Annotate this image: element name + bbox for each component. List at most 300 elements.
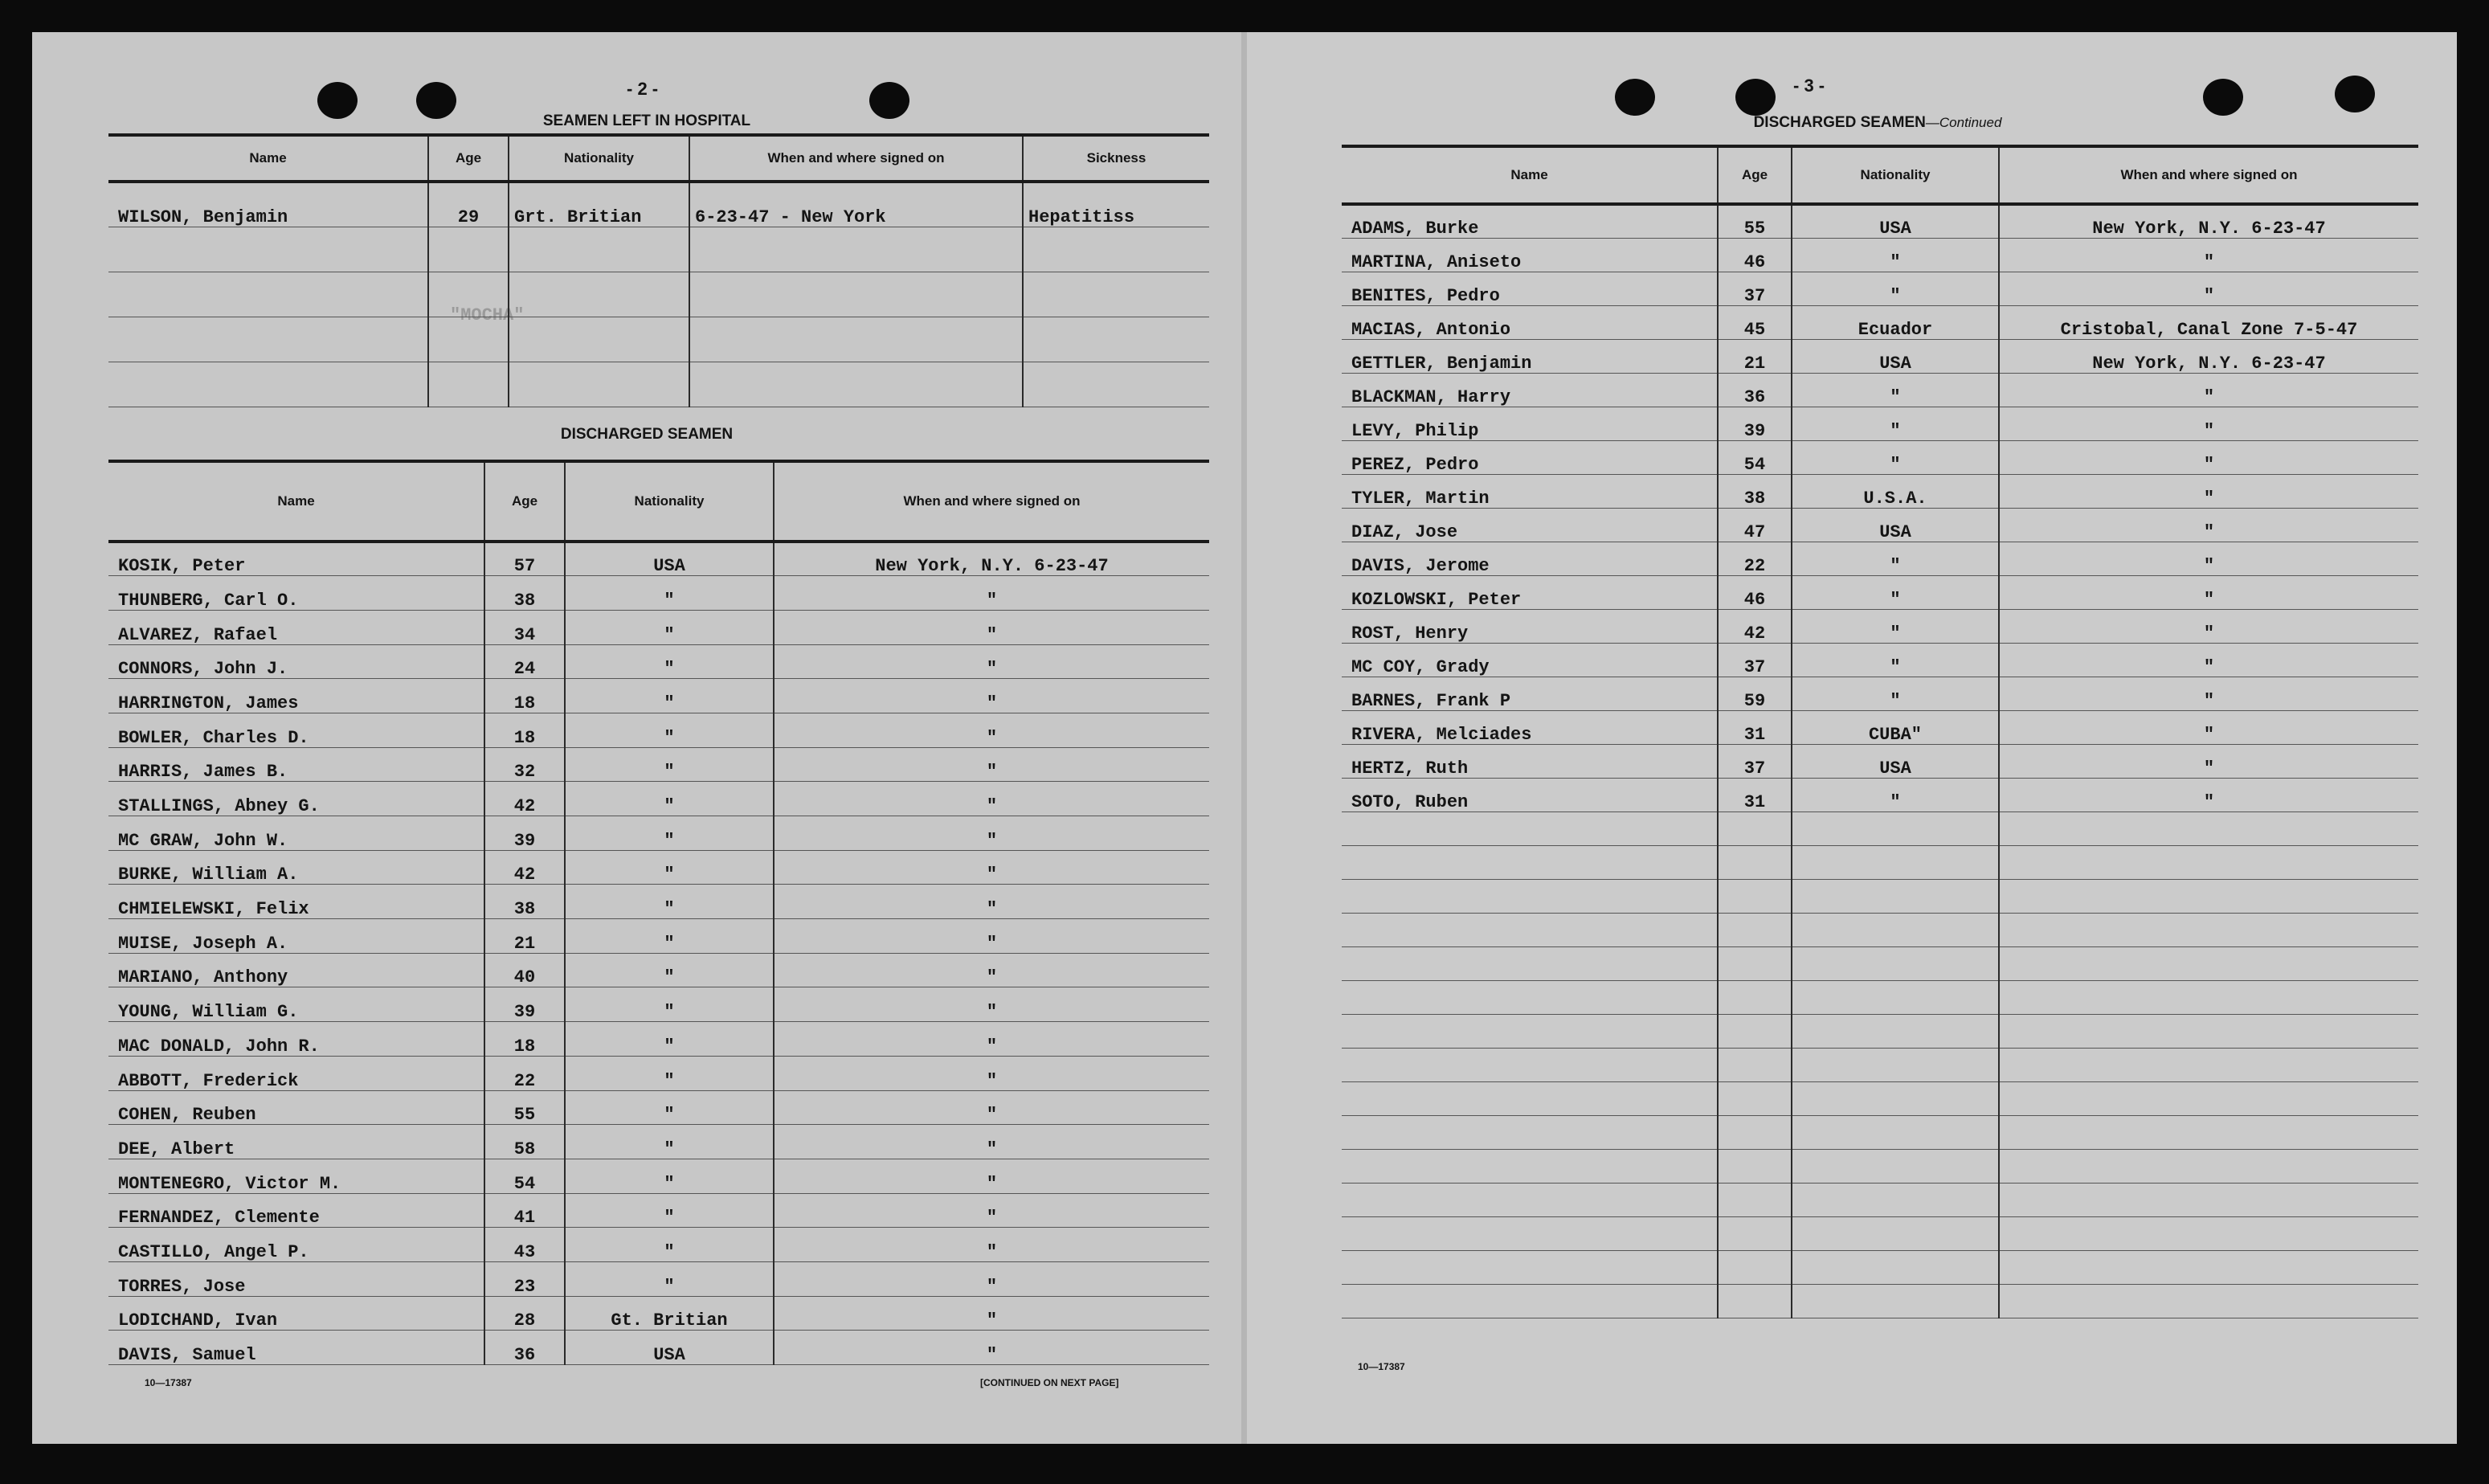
table-cell: 46	[1718, 238, 1792, 272]
table-cell: 18	[484, 1022, 565, 1057]
table-row	[1342, 879, 2418, 913]
form-number: 10—17387	[1358, 1361, 1405, 1372]
table-row	[1342, 1115, 2418, 1149]
table-row	[1342, 204, 2418, 238]
table-cell: 23	[484, 1261, 565, 1296]
table-cell: "	[565, 1125, 774, 1159]
table-cell	[428, 362, 509, 407]
discharged-section-title: DISCHARGED SEAMEN	[560, 426, 734, 443]
table-cell	[108, 227, 428, 272]
table-cell	[1342, 1216, 1718, 1250]
table-cell: TYLER, Martin	[1342, 474, 1718, 508]
table-cell: 22	[484, 1056, 565, 1090]
table-cell: 18	[484, 713, 565, 747]
table-cell: 40	[484, 953, 565, 987]
bleed-through-text: "MOCHA"	[450, 305, 525, 325]
section-title-suffix: —Continued	[1925, 115, 2002, 130]
table-cell: "	[774, 782, 1209, 816]
table-cell: "	[774, 1261, 1209, 1296]
table-row	[1342, 575, 2418, 609]
table-cell	[1718, 811, 1792, 845]
table-cell: "	[565, 679, 774, 713]
discharged-table-left	[108, 460, 1209, 1365]
continued-note: [CONTINUED ON NEXT PAGE]	[980, 1377, 1119, 1388]
table-cell	[1999, 1183, 2418, 1216]
table-row	[1342, 339, 2418, 373]
table-cell	[1792, 946, 1999, 980]
table-row	[108, 1056, 1209, 1090]
table-cell	[1792, 1115, 1999, 1149]
table-cell: "	[1999, 474, 2418, 508]
table-cell	[1999, 913, 2418, 946]
table-cell: "	[774, 747, 1209, 782]
table-cell: "	[774, 1331, 1209, 1365]
table-cell: "	[1792, 677, 1999, 710]
table-cell: 54	[484, 1159, 565, 1193]
table-cell: Gt. Britian	[565, 1296, 774, 1331]
table-cell: ROST, Henry	[1342, 609, 1718, 643]
table-cell: "	[1999, 609, 2418, 643]
table-row	[1342, 609, 2418, 643]
table-cell: BLACKMAN, Harry	[1342, 373, 1718, 407]
column-header: Name	[108, 135, 428, 182]
table-row	[108, 953, 1209, 987]
column-header: When and where signed on	[689, 135, 1023, 182]
table-cell: "	[1999, 440, 2418, 474]
page-number: - 3 -	[1793, 76, 1825, 96]
table-cell: "	[1792, 373, 1999, 407]
table-cell: "	[1792, 272, 1999, 305]
table-cell	[1342, 1081, 1718, 1115]
table-cell: "	[565, 1022, 774, 1057]
table-cell: USA	[1792, 204, 1999, 238]
table-cell: CONNORS, John J.	[108, 644, 484, 679]
table-cell: HARRIS, James B.	[108, 747, 484, 782]
table-cell: USA	[1792, 339, 1999, 373]
table-row	[1342, 305, 2418, 339]
table-cell	[1792, 1183, 1999, 1216]
table-cell: New York, N.Y. 6-23-47	[1999, 339, 2418, 373]
table-cell: Cristobal, Canal Zone 7-5-47	[1999, 305, 2418, 339]
table-cell: 47	[1718, 508, 1792, 542]
table-cell: BENITES, Pedro	[1342, 272, 1718, 305]
table-cell: 42	[484, 850, 565, 885]
table-row	[1342, 1149, 2418, 1183]
table-cell	[1023, 317, 1209, 362]
table-row	[108, 782, 1209, 816]
table-cell: 39	[1718, 407, 1792, 440]
table-cell: 32	[484, 747, 565, 782]
table-cell: "	[565, 1090, 774, 1125]
table-row	[108, 987, 1209, 1022]
table-cell	[1999, 1284, 2418, 1318]
table-row	[1342, 1048, 2418, 1081]
table-cell	[1342, 1149, 1718, 1183]
page-left	[32, 32, 1241, 1444]
table-cell	[509, 227, 689, 272]
table-cell	[1999, 1014, 2418, 1048]
table-cell: FERNANDEZ, Clemente	[108, 1193, 484, 1228]
table-row	[1342, 946, 2418, 980]
table-cell: LODICHAND, Ivan	[108, 1296, 484, 1331]
table-cell: USA	[1792, 508, 1999, 542]
table-cell	[1792, 1250, 1999, 1284]
table-cell: 43	[484, 1228, 565, 1262]
table-cell: "	[774, 610, 1209, 644]
table-cell: CASTILLO, Angel P.	[108, 1228, 484, 1262]
table-cell: MAC DONALD, John R.	[108, 1022, 484, 1057]
table-cell	[1718, 980, 1792, 1014]
table-row	[1342, 373, 2418, 407]
table-cell	[1342, 845, 1718, 879]
table-cell: "	[1999, 508, 2418, 542]
table-cell: "	[1999, 778, 2418, 811]
table-row	[1342, 272, 2418, 305]
table-cell: "	[774, 850, 1209, 885]
table-cell: CHMIELEWSKI, Felix	[108, 885, 484, 919]
table-row	[108, 1022, 1209, 1057]
table-cell: MONTENEGRO, Victor M.	[108, 1159, 484, 1193]
table-cell	[1792, 1081, 1999, 1115]
table-cell: ALVAREZ, Rafael	[108, 610, 484, 644]
table-row	[1342, 811, 2418, 845]
table-cell	[1999, 1250, 2418, 1284]
table-cell: BOWLER, Charles D.	[108, 713, 484, 747]
column-header: Age	[428, 135, 509, 182]
table-row	[108, 1261, 1209, 1296]
column-header: Name	[1342, 146, 1718, 204]
table-cell	[1342, 1250, 1718, 1284]
table-cell: 6-23-47 - New York	[689, 182, 1023, 227]
punch-hole	[1735, 79, 1776, 116]
table-cell: "	[565, 1193, 774, 1228]
table-row	[108, 747, 1209, 782]
table-cell	[1718, 946, 1792, 980]
table-cell: "	[565, 1056, 774, 1090]
table-cell	[1342, 1048, 1718, 1081]
table-row	[1342, 778, 2418, 811]
table-cell	[689, 227, 1023, 272]
table-cell: 22	[1718, 542, 1792, 575]
table-cell: "	[774, 953, 1209, 987]
table-cell	[1999, 946, 2418, 980]
column-header: Name	[108, 461, 484, 542]
table-cell: 58	[484, 1125, 565, 1159]
table-row	[1342, 677, 2418, 710]
table-row	[1342, 508, 2418, 542]
table-cell: PEREZ, Pedro	[1342, 440, 1718, 474]
table-cell	[428, 272, 509, 317]
table-cell: 46	[1718, 575, 1792, 609]
table-cell	[1023, 227, 1209, 272]
table-cell	[689, 317, 1023, 362]
table-row	[1342, 440, 2418, 474]
table-cell: 57	[484, 542, 565, 576]
column-header: When and where signed on	[1999, 146, 2418, 204]
table-cell: 31	[1718, 710, 1792, 744]
table-cell	[1342, 980, 1718, 1014]
table-cell: "	[1999, 373, 2418, 407]
table-cell	[1792, 980, 1999, 1014]
table-cell: 37	[1718, 272, 1792, 305]
table-cell: 41	[484, 1193, 565, 1228]
table-cell	[1792, 1048, 1999, 1081]
table-cell: "	[1999, 575, 2418, 609]
table-row	[108, 542, 1209, 576]
page-right	[1247, 32, 2457, 1444]
table-row	[1342, 542, 2418, 575]
table-cell: MARTINA, Aniseto	[1342, 238, 1718, 272]
table-row	[108, 679, 1209, 713]
table-cell: 39	[484, 987, 565, 1022]
hospital-table	[108, 133, 1209, 407]
table-row	[1342, 710, 2418, 744]
table-cell: "	[1792, 440, 1999, 474]
table-cell	[428, 227, 509, 272]
table-cell	[1792, 1149, 1999, 1183]
table-cell	[1023, 362, 1209, 407]
table-cell: "	[774, 987, 1209, 1022]
table-cell: "	[1792, 609, 1999, 643]
table-cell	[1718, 1284, 1792, 1318]
table-cell: "	[565, 644, 774, 679]
table-cell: 59	[1718, 677, 1792, 710]
table-cell: 55	[484, 1090, 565, 1125]
table-cell: "	[774, 1296, 1209, 1331]
column-header: Nationality	[565, 461, 774, 542]
table-row	[108, 1228, 1209, 1262]
table-cell	[1999, 1149, 2418, 1183]
table-cell	[1999, 1115, 2418, 1149]
table-cell	[1342, 1183, 1718, 1216]
table-cell: THUNBERG, Carl O.	[108, 576, 484, 611]
table-cell: HARRINGTON, James	[108, 679, 484, 713]
page-fold	[1241, 32, 1247, 1444]
table-cell	[1718, 1149, 1792, 1183]
table-cell	[1999, 1216, 2418, 1250]
table-cell: 28	[484, 1296, 565, 1331]
table-row	[108, 1125, 1209, 1159]
table-cell	[1718, 913, 1792, 946]
table-cell	[1792, 845, 1999, 879]
table-cell	[1999, 1048, 2418, 1081]
table-cell: "	[774, 919, 1209, 954]
table-row	[1342, 1216, 2418, 1250]
table-cell: MARIANO, Anthony	[108, 953, 484, 987]
table-cell	[1342, 879, 1718, 913]
table-row	[108, 816, 1209, 851]
table-cell	[1792, 1284, 1999, 1318]
table-cell: "	[1792, 407, 1999, 440]
table-cell: DEE, Albert	[108, 1125, 484, 1159]
table-cell: 55	[1718, 204, 1792, 238]
table-row	[108, 1159, 1209, 1193]
table-cell	[1718, 1183, 1792, 1216]
table-cell: KOSIK, Peter	[108, 542, 484, 576]
table-row	[108, 850, 1209, 885]
table-row	[108, 272, 1209, 317]
table-cell	[1718, 1081, 1792, 1115]
table-cell: "	[1792, 575, 1999, 609]
table-cell: KOZLOWSKI, Peter	[1342, 575, 1718, 609]
table-cell	[509, 317, 689, 362]
table-cell: "	[774, 816, 1209, 851]
table-cell: Grt. Britian	[509, 182, 689, 227]
table-cell: "	[1999, 407, 2418, 440]
table-cell: "	[774, 885, 1209, 919]
table-cell	[108, 272, 428, 317]
table-cell: 42	[484, 782, 565, 816]
table-cell: 42	[1718, 609, 1792, 643]
table-row	[1342, 474, 2418, 508]
table-row	[1342, 1183, 2418, 1216]
table-cell: RIVERA, Melciades	[1342, 710, 1718, 744]
table-cell: CUBA"	[1792, 710, 1999, 744]
page-number: - 2 -	[627, 79, 659, 99]
table-cell: 34	[484, 610, 565, 644]
table-cell	[428, 317, 509, 362]
table-cell: 37	[1718, 643, 1792, 677]
table-cell	[1999, 879, 2418, 913]
table-row	[1342, 845, 2418, 879]
table-cell	[1718, 1048, 1792, 1081]
table-cell: LEVY, Philip	[1342, 407, 1718, 440]
table-cell: COHEN, Reuben	[108, 1090, 484, 1125]
table-cell: HERTZ, Ruth	[1342, 744, 1718, 778]
table-cell	[509, 272, 689, 317]
table-cell: DAVIS, Jerome	[1342, 542, 1718, 575]
table-cell: 18	[484, 679, 565, 713]
table-cell: "	[565, 953, 774, 987]
table-cell: "	[1999, 643, 2418, 677]
table-cell: "	[774, 713, 1209, 747]
table-cell	[1342, 913, 1718, 946]
table-cell: 36	[484, 1331, 565, 1365]
table-cell: STALLINGS, Abney G.	[108, 782, 484, 816]
table-cell: 24	[484, 644, 565, 679]
table-cell	[1342, 1014, 1718, 1048]
table-cell: "	[565, 713, 774, 747]
table-row	[1342, 643, 2418, 677]
table-cell: 31	[1718, 778, 1792, 811]
table-cell: USA	[565, 542, 774, 576]
column-header: Nationality	[1792, 146, 1999, 204]
table-cell: "	[774, 1228, 1209, 1262]
column-header: Age	[1718, 146, 1792, 204]
table-cell	[1342, 946, 1718, 980]
table-row	[108, 227, 1209, 272]
table-row	[108, 1090, 1209, 1125]
table-cell: 38	[1718, 474, 1792, 508]
table-row	[1342, 1014, 2418, 1048]
section-title-text: DISCHARGED SEAMEN	[1753, 114, 1926, 131]
table-cell: "	[1999, 677, 2418, 710]
table-cell	[1718, 845, 1792, 879]
table-row	[1342, 744, 2418, 778]
table-cell	[1792, 1014, 1999, 1048]
table-cell: "	[565, 919, 774, 954]
table-cell: USA	[565, 1331, 774, 1365]
table-cell	[1792, 913, 1999, 946]
table-row	[108, 317, 1209, 362]
table-cell: New York, N.Y. 6-23-47	[1999, 204, 2418, 238]
table-row	[1342, 1081, 2418, 1115]
form-number: 10—17387	[145, 1377, 192, 1388]
document-spread	[32, 32, 2457, 1444]
table-cell: "	[1792, 542, 1999, 575]
table-cell: "	[774, 1090, 1209, 1125]
table-row	[108, 713, 1209, 747]
table-cell	[1342, 1284, 1718, 1318]
table-cell: 54	[1718, 440, 1792, 474]
column-header: Age	[484, 461, 565, 542]
table-cell: WILSON, Benjamin	[108, 182, 428, 227]
table-row	[1342, 407, 2418, 440]
table-cell: "	[774, 644, 1209, 679]
discharged-continued-title	[1343, 114, 2412, 132]
table-cell: "	[1999, 542, 2418, 575]
table-cell: Ecuador	[1792, 305, 1999, 339]
table-cell: "	[565, 747, 774, 782]
table-row	[108, 885, 1209, 919]
table-cell	[689, 272, 1023, 317]
table-cell: "	[565, 885, 774, 919]
table-cell: GETTLER, Benjamin	[1342, 339, 1718, 373]
table-cell	[1342, 811, 1718, 845]
table-cell	[1999, 1081, 2418, 1115]
table-row	[1342, 1250, 2418, 1284]
table-row	[108, 1193, 1209, 1228]
table-cell: "	[774, 679, 1209, 713]
table-cell	[108, 362, 428, 407]
table-cell	[108, 317, 428, 362]
table-cell	[1342, 1115, 1718, 1149]
table-cell: "	[774, 1193, 1209, 1228]
table-row	[108, 182, 1209, 227]
table-cell: "	[1792, 238, 1999, 272]
table-cell	[1023, 272, 1209, 317]
table-cell	[1792, 879, 1999, 913]
table-cell: MUISE, Joseph A.	[108, 919, 484, 954]
table-row	[108, 644, 1209, 679]
table-cell	[1718, 879, 1792, 913]
table-cell: "	[1999, 272, 2418, 305]
table-cell: "	[1792, 778, 1999, 811]
table-cell: "	[1792, 643, 1999, 677]
table-cell: "	[565, 782, 774, 816]
table-cell	[1718, 1216, 1792, 1250]
table-cell	[509, 362, 689, 407]
table-cell: DAVIS, Samuel	[108, 1331, 484, 1365]
table-cell: "	[565, 1159, 774, 1193]
hospital-section-title: SEAMEN LEFT IN HOSPITAL	[542, 112, 751, 129]
table-cell: "	[565, 816, 774, 851]
table-cell: 38	[484, 885, 565, 919]
table-cell: U.S.A.	[1792, 474, 1999, 508]
table-cell: 39	[484, 816, 565, 851]
table-cell: "	[774, 1056, 1209, 1090]
table-cell: BARNES, Frank P	[1342, 677, 1718, 710]
table-cell: "	[1999, 744, 2418, 778]
table-cell: MC COY, Grady	[1342, 643, 1718, 677]
table-cell: "	[1999, 238, 2418, 272]
table-row	[1342, 913, 2418, 946]
table-cell: MC GRAW, John W.	[108, 816, 484, 851]
table-row	[108, 919, 1209, 954]
table-cell: "	[565, 610, 774, 644]
punch-hole	[2335, 76, 2375, 112]
column-header: When and where signed on	[774, 461, 1209, 542]
